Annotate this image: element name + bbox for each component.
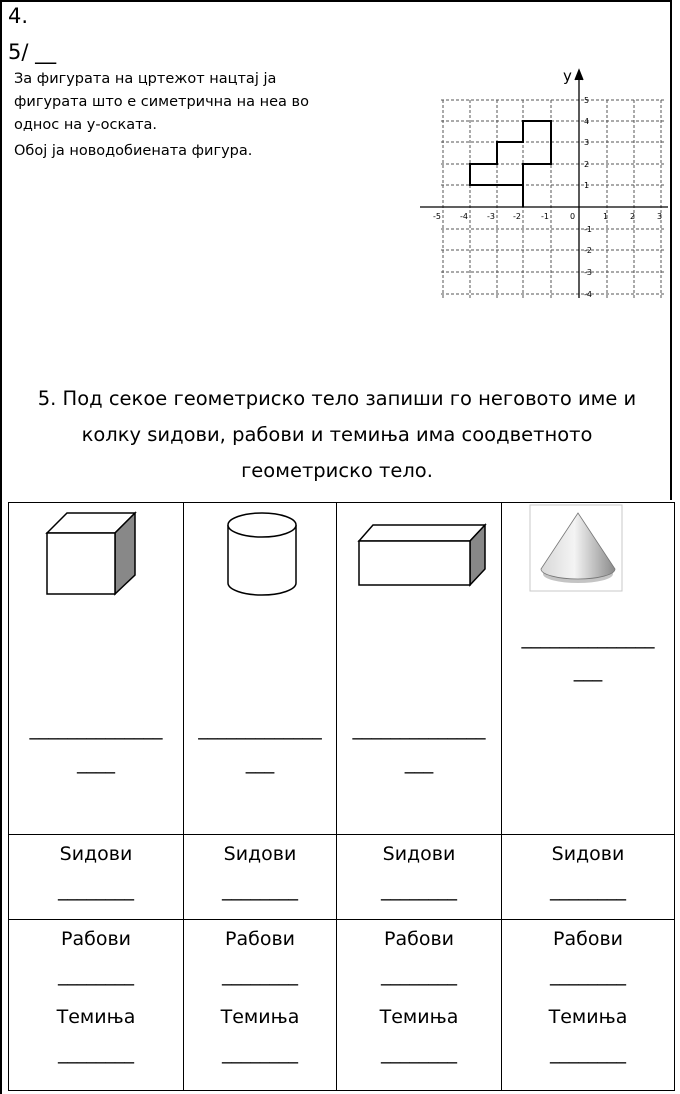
edges-answer-line[interactable]: ________ (222, 964, 298, 986)
faces-label: Ѕидови (59, 843, 133, 865)
coordinate-grid (415, 66, 670, 306)
y-tick: -3 (584, 268, 592, 277)
y-tick: 4 (584, 117, 590, 126)
body-cell-cube (9, 503, 184, 835)
name-answer-line[interactable]: ______________ (29, 718, 163, 740)
y-tick: -4 (584, 290, 592, 299)
edges-label: Рабови (384, 928, 454, 950)
body-cell-prism (337, 503, 502, 835)
faces-answer-line[interactable]: ________ (381, 879, 457, 901)
name-answer-line[interactable]: ___ (573, 660, 603, 682)
task5-line1: 5. Под секое геометриско тело запиши го неговото име и (37, 387, 637, 410)
rectangular-prism-icon (337, 503, 502, 613)
vertices-answer-line[interactable]: ________ (381, 1042, 457, 1064)
task5-line3: геометриско тело. (241, 459, 433, 482)
geometry-table (8, 502, 675, 1091)
faces-answer-line[interactable]: ________ (222, 879, 298, 901)
faces-label: Ѕидови (551, 843, 625, 865)
edges-answer-line[interactable]: ________ (58, 964, 134, 986)
x-tick: 2 (630, 212, 636, 221)
page-border-top (0, 0, 672, 2)
y-tick: -2 (584, 246, 592, 255)
vertices-label: Темиња (548, 1006, 628, 1028)
vertices-label: Темиња (379, 1006, 459, 1028)
x-tick: 3 (657, 212, 663, 221)
faces-cell (502, 835, 675, 920)
vertices-answer-line[interactable]: ________ (550, 1042, 626, 1064)
task5-instructions (2, 381, 672, 489)
x-tick: 0 (570, 212, 576, 221)
name-answer-line[interactable]: ____ (77, 752, 115, 774)
edges-vertices-cell (9, 920, 184, 1091)
y-tick: -1 (584, 225, 592, 234)
faces-label: Ѕидови (382, 843, 456, 865)
task4-line4: Обој ја новодобиената фигура. (14, 143, 253, 159)
y-tick: 5 (584, 96, 590, 105)
edges-label: Рабови (553, 928, 623, 950)
cube-icon (9, 503, 184, 613)
vertices-label: Темиња (220, 1006, 300, 1028)
edges-vertices-cell (184, 920, 337, 1091)
vertices-answer-line[interactable]: ________ (222, 1042, 298, 1064)
x-tick: -5 (433, 212, 441, 221)
name-answer-line[interactable]: ___ (404, 752, 434, 774)
page-border-left (0, 0, 2, 1094)
edges-answer-line[interactable]: ________ (381, 964, 457, 986)
x-tick: -3 (487, 212, 495, 221)
faces-cell (9, 835, 184, 920)
name-answer-line[interactable]: ______________ (521, 627, 655, 649)
faces-label: Ѕидови (223, 843, 297, 865)
cylinder-icon (184, 503, 337, 613)
task4-line2: фигурата што е симетрична на неа во (14, 94, 309, 110)
y-tick: 3 (584, 138, 590, 147)
edges-label: Рабови (225, 928, 295, 950)
faces-cell (184, 835, 337, 920)
y-tick: 2 (584, 160, 590, 169)
edges-label: Рабови (61, 928, 131, 950)
vertices-label: Темиња (56, 1006, 136, 1028)
vertices-answer-line[interactable]: ________ (58, 1042, 134, 1064)
x-tick: -4 (460, 212, 468, 221)
faces-answer-line[interactable]: ________ (550, 879, 626, 901)
body-cell-cone (502, 503, 675, 835)
y-tick: 1 (584, 181, 590, 190)
score-field: 5/ __ (8, 40, 57, 64)
name-answer-line[interactable]: ___ (245, 752, 275, 774)
y-axis-label: y (563, 67, 572, 85)
faces-answer-line[interactable]: ________ (58, 879, 134, 901)
x-tick: -1 (541, 212, 549, 221)
edges-vertices-cell (502, 920, 675, 1091)
name-answer-line[interactable]: ______________ (352, 718, 486, 740)
question-number: 4. (8, 4, 29, 28)
x-tick: -2 (513, 212, 521, 221)
task4-line1: За фигурата на цртежот нацтај ја (14, 71, 277, 87)
task4-line3: однос на у-оската. (14, 117, 158, 133)
edges-answer-line[interactable]: ________ (550, 964, 626, 986)
edges-vertices-cell (337, 920, 502, 1091)
task5-line2: колку ѕидови, рабови и темиња има соодветното (81, 423, 593, 446)
faces-cell (337, 835, 502, 920)
body-cell-cylinder (184, 503, 337, 835)
cone-icon (502, 503, 675, 613)
name-answer-line[interactable]: _____________ (198, 718, 322, 740)
x-tick: 1 (603, 212, 609, 221)
